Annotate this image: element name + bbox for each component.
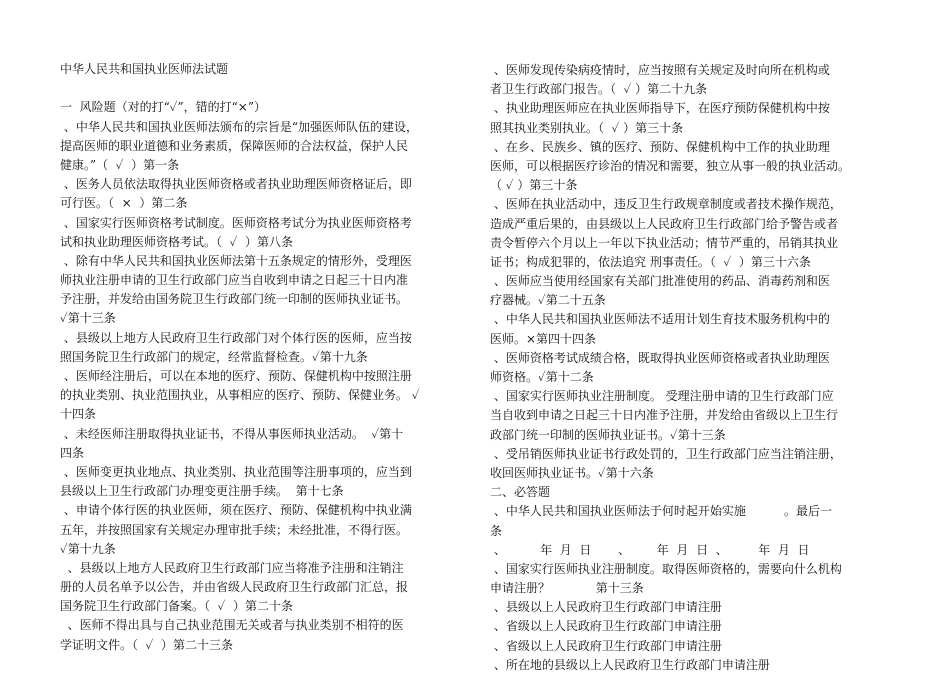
text-line: 照其执业类别执业。（ ✓ ）第三十条 bbox=[490, 120, 684, 135]
text-line: 县级以上卫生行政部门办理变更注册手续。 第十七条 bbox=[60, 484, 344, 499]
text-line: 、医师经注册后，可以在本地的医疗、预防、保健机构中按照注册 bbox=[60, 369, 412, 383]
text-line: 、在乡、民族乡、镇的医疗、预防、保健机构中工作的执业助理 bbox=[490, 139, 830, 154]
text-line: 健康。”（ ✓ ）第一条 bbox=[60, 157, 180, 172]
text-line: 、县级以上人民政府卫生行政部门申请注册 bbox=[490, 600, 722, 615]
text-line: 照国务院卫生行政部门的规定，经常监督检查。✓第十九条 bbox=[60, 349, 368, 364]
text-line: 、中华人民共和国执业医师法于何时起开始实施 。最后一 bbox=[490, 504, 832, 519]
text-line: 可行医。（ × ）第二条 bbox=[60, 196, 188, 211]
text-line: 、受吊销医师执业证书行政处罚的，卫生行政部门应当注销注册， bbox=[490, 446, 842, 461]
text-line: 、省级以上人民政府卫生行政部门申请注册 bbox=[490, 619, 722, 634]
text-line: 申请注册？ 第十三条 bbox=[490, 581, 644, 596]
text-line: 政部门统一印制的医师执业证书。✓第十三条 bbox=[490, 427, 726, 442]
text-line: 、国家实行医师执业注册制度。 受理注册申请的卫生行政部门应 bbox=[490, 389, 834, 404]
text-line: 责令暂停六个月以上一年以下执业活动；情节严重的，吊销其执业 bbox=[490, 235, 839, 250]
text-line: 、国家实行医师执业注册制度。取得医师资格的，需要向什么机构 bbox=[490, 561, 842, 576]
text-line: 提高医师的职业道德和业务素质，保障医师的合法权益，保护人民 bbox=[60, 138, 409, 153]
text-line: 当自收到申请之日起三十日内准予注册，并发给由省级以上卫生行 bbox=[490, 408, 839, 423]
text-line: 师资格。✓第十二条 bbox=[490, 370, 594, 384]
text-line: 、未经医师注册取得执业证书，不得从事医师执业活动。 ✓第十 bbox=[60, 426, 404, 441]
text-line: 试和执业助理医师资格考试。（ ✓ ）第八条 bbox=[60, 234, 293, 249]
text-line: 、医师发现传染病疫情时，应当按照有关规定及时向所在机构或 bbox=[490, 63, 830, 77]
text-line: 医师，可以根据医疗诊治的情况和需要，独立从事一般的执业活动。 bbox=[490, 158, 851, 173]
text-line bbox=[60, 79, 475, 98]
text-line: 中华人民共和国执业医师法试题 bbox=[60, 62, 229, 76]
text-line: 的执业类别、执业范围执业，从事相应的医疗、预防、保健业务。 ✓ bbox=[60, 388, 420, 403]
text-line: 十四条 bbox=[60, 407, 97, 422]
text-line: （ ✓ ）第三十条 bbox=[490, 178, 578, 193]
text-line: 、除有中华人民共和国执业医师法第十五条规定的情形外，受理医 bbox=[60, 253, 412, 268]
text-line: 、省级以上人民政府卫生行政部门申请注册 bbox=[490, 638, 722, 653]
text-line: 、医师不得出具与自己执业范围无关或者与执业类别不相符的医 bbox=[60, 618, 404, 633]
text-line: 、医师应当使用经国家有关部门批准使用的药品、消毒药剂和医 bbox=[490, 274, 830, 289]
text-line: 收回医师执业证书。✓第十六条 bbox=[490, 465, 654, 480]
text-line: 医师。×第四十四条 bbox=[490, 331, 597, 346]
text-line: 证书；构成犯罪的，依法追究 刑事责任。（ ✓ ）第三十六条 bbox=[490, 254, 811, 269]
text-line: 、 年 月 日 、 年 月 日 、 年 月 日 bbox=[490, 542, 810, 557]
text-line: 、中华人民共和国执业医师法颁布的宗旨是“加强医师队伍的建设， bbox=[60, 119, 418, 134]
text-line: 、医师资格考试成绩合格，既取得执业医师资格或者执业助理医 bbox=[490, 350, 830, 365]
text-line: 、国家实行医师资格考试制度。医师资格考试分为执业医师资格考 bbox=[60, 215, 412, 230]
text-line: 五年，并按照国家有关规定办理审批手续；未经批准，不得行医。 bbox=[60, 522, 409, 537]
text-line: 学证明文件。（ ✓ ）第二十三条 bbox=[60, 637, 233, 652]
right-column bbox=[490, 61, 905, 675]
text-line: ✓第十三条 bbox=[60, 311, 116, 326]
text-line: 国务院卫生行政部门备案。（ ✓ ）第二十条 bbox=[60, 599, 293, 614]
text-line: 、所在地的县级以上人民政府卫生行政部门申请注册 bbox=[490, 657, 770, 672]
text-line: 一 风险题（对的打“✓”，错的打“×”） bbox=[60, 100, 266, 115]
left-column bbox=[60, 60, 475, 655]
text-line: 、医师在执业活动中，违反卫生行政规章制度或者技术操作规范， bbox=[490, 197, 842, 212]
text-line: 造成严重后果的，由县级以上人民政府卫生行政部门给予警告或者 bbox=[490, 216, 839, 231]
text-line: 予注册，并发给由国务院卫生行政部门统一印制的医师执业证书。 bbox=[60, 292, 409, 307]
text-line: 、医师变更执业地点、执业类别、执业范围等注册事项的，应当到 bbox=[60, 464, 412, 479]
text-line: 二、必答题 bbox=[490, 485, 551, 500]
text-line: 条 bbox=[490, 523, 503, 538]
text-line: 疗器械。✓第二十五条 bbox=[490, 293, 606, 308]
text-line: 四条 bbox=[60, 445, 85, 460]
text-line: ✓第十九条 bbox=[60, 541, 116, 556]
text-line: 、县级以上地方人民政府卫生行政部门对个体行医的医师，应当按 bbox=[60, 330, 412, 345]
text-line: 、医务人员依法取得执业医师资格或者执业助理医师资格证后，即 bbox=[60, 177, 412, 192]
text-line: 册的人员名单予以公告，并由省级人民政府卫生行政部门汇总，报 bbox=[60, 580, 409, 595]
text-line: 、中华人民共和国执业医师法不适用计划生育技术服务机构中的 bbox=[490, 312, 830, 327]
text-line: 师执业注册申请的卫生行政部门应当自收到申请之日起三十日内准 bbox=[60, 273, 409, 288]
text-line: 、申请个体行医的执业医师，须在医疗、预防、保健机构中执业满 bbox=[60, 503, 412, 518]
text-line: 、县级以上地方人民政府卫生行政部门应当将准予注册和注销注 bbox=[60, 560, 404, 575]
text-line: 者卫生行政部门报告。（ ✓ ）第二十九条 bbox=[490, 82, 708, 97]
text-line: 、执业助理医师应在执业医师指导下，在医疗预防保健机构中按 bbox=[490, 101, 830, 116]
